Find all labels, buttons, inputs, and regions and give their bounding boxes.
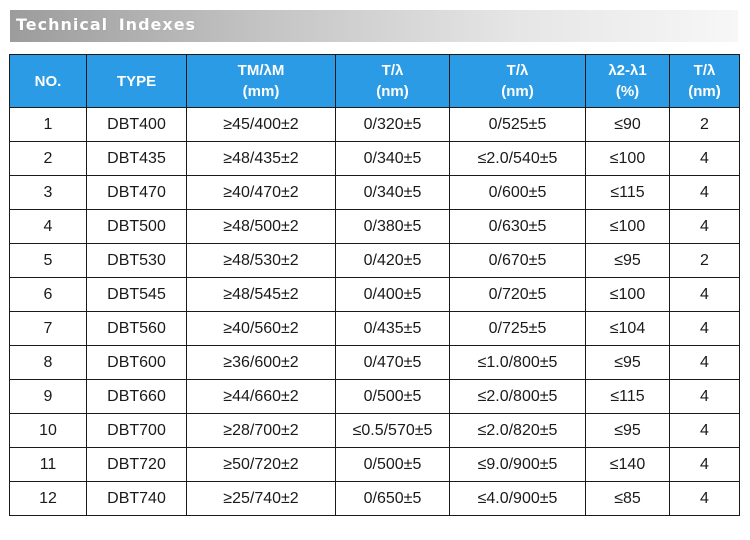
table-cell: DBT700 — [87, 414, 187, 448]
table-row — [10, 482, 740, 516]
table-cell: ≤2.0/540±5 — [450, 142, 586, 176]
table-cell: ≥44/660±2 — [187, 380, 336, 414]
table-cell: 0/500±5 — [336, 448, 450, 482]
table-row — [10, 448, 740, 482]
table-cell: ≥48/530±2 — [187, 244, 336, 278]
table-cell: 0/500±5 — [336, 380, 450, 414]
column-header — [87, 55, 187, 108]
table-cell: ≥48/435±2 — [187, 142, 336, 176]
table-row — [10, 414, 740, 448]
table-cell: ≤100 — [586, 278, 670, 312]
table-cell: 0/420±5 — [336, 244, 450, 278]
table-cell: ≥28/700±2 — [187, 414, 336, 448]
table-cell: ≥48/500±2 — [187, 210, 336, 244]
column-header-label: T/λ — [693, 62, 716, 79]
table-cell: 0/320±5 — [336, 108, 450, 142]
table-cell: DBT500 — [87, 210, 187, 244]
table-cell: ≥40/470±2 — [187, 176, 336, 210]
table-cell: DBT560 — [87, 312, 187, 346]
table-cell: 4 — [670, 176, 740, 210]
table-body — [10, 108, 740, 516]
table-cell: 0/380±5 — [336, 210, 450, 244]
table-cell: 4 — [670, 312, 740, 346]
column-header-label: λ2-λ1 — [608, 62, 647, 79]
column-header-label: T/λ — [506, 62, 529, 79]
table-cell: 1 — [10, 108, 87, 142]
table-cell: 11 — [10, 448, 87, 482]
column-header-unit: (nm) — [501, 83, 534, 100]
column-header — [336, 55, 450, 108]
table-row — [10, 176, 740, 210]
column-header — [586, 55, 670, 108]
column-header-unit: (nm) — [688, 83, 721, 100]
table-cell: ≤0.5/570±5 — [336, 414, 450, 448]
table-cell: 9 — [10, 380, 87, 414]
table-cell: ≤95 — [586, 414, 670, 448]
table-cell: 5 — [10, 244, 87, 278]
column-header — [10, 55, 87, 108]
table-cell: DBT470 — [87, 176, 187, 210]
table-cell: ≤4.0/900±5 — [450, 482, 586, 516]
table-cell: 4 — [670, 210, 740, 244]
table-cell: 0/340±5 — [336, 176, 450, 210]
table-row — [10, 346, 740, 380]
table-cell: ≤115 — [586, 380, 670, 414]
column-header — [450, 55, 586, 108]
table-cell: DBT600 — [87, 346, 187, 380]
table-cell: 4 — [670, 142, 740, 176]
table-row — [10, 108, 740, 142]
table-cell: ≤2.0/800±5 — [450, 380, 586, 414]
table-cell: ≤95 — [586, 346, 670, 380]
table-row — [10, 142, 740, 176]
table-row — [10, 380, 740, 414]
technical-indexes-table — [9, 54, 740, 516]
table-cell: 0/600±5 — [450, 176, 586, 210]
table-cell: 0/670±5 — [450, 244, 586, 278]
table-cell: DBT545 — [87, 278, 187, 312]
table-row — [10, 278, 740, 312]
table-cell: 2 — [670, 108, 740, 142]
table-cell: 4 — [670, 482, 740, 516]
table-cell: ≥45/400±2 — [187, 108, 336, 142]
column-header — [670, 55, 740, 108]
table-row — [10, 312, 740, 346]
column-header-unit: (mm) — [242, 83, 280, 100]
table-cell: 4 — [10, 210, 87, 244]
table-cell: 12 — [10, 482, 87, 516]
column-header-label: T/λ — [381, 62, 404, 79]
table-cell: 2 — [670, 244, 740, 278]
table-cell: 4 — [670, 278, 740, 312]
table-cell: 0/650±5 — [336, 482, 450, 516]
column-header-label: TYPE — [116, 72, 157, 90]
table-cell: 2 — [10, 142, 87, 176]
table-cell: ≥50/720±2 — [187, 448, 336, 482]
table-cell: ≥25/740±2 — [187, 482, 336, 516]
table-cell: 3 — [10, 176, 87, 210]
table-header-row — [10, 55, 740, 108]
table-cell: DBT660 — [87, 380, 187, 414]
table-cell: 4 — [670, 346, 740, 380]
section-title: Technical Indexes — [16, 15, 197, 34]
table-cell: ≤1.0/800±5 — [450, 346, 586, 380]
table-cell: 6 — [10, 278, 87, 312]
table-cell: 7 — [10, 312, 87, 346]
column-header-unit: (%) — [615, 83, 640, 100]
table-cell: ≤104 — [586, 312, 670, 346]
table-cell: 0/630±5 — [450, 210, 586, 244]
table-cell: ≤115 — [586, 176, 670, 210]
table-row — [10, 210, 740, 244]
table-cell: ≥40/560±2 — [187, 312, 336, 346]
table-cell: 10 — [10, 414, 87, 448]
table-cell: 0/525±5 — [450, 108, 586, 142]
table-cell: DBT435 — [87, 142, 187, 176]
table-cell: ≤95 — [586, 244, 670, 278]
table-cell: ≤100 — [586, 142, 670, 176]
table-cell: 0/340±5 — [336, 142, 450, 176]
table-cell: DBT400 — [87, 108, 187, 142]
table-cell: ≤90 — [586, 108, 670, 142]
table-cell: 0/470±5 — [336, 346, 450, 380]
column-header-label: NO. — [34, 72, 62, 90]
table-cell: ≥48/545±2 — [187, 278, 336, 312]
table-cell: 0/435±5 — [336, 312, 450, 346]
table-cell: ≤2.0/820±5 — [450, 414, 586, 448]
table-row — [10, 244, 740, 278]
table-cell: ≥36/600±2 — [187, 346, 336, 380]
table-cell: 4 — [670, 380, 740, 414]
table-cell: 0/720±5 — [450, 278, 586, 312]
table-cell: DBT740 — [87, 482, 187, 516]
table-cell: ≤85 — [586, 482, 670, 516]
table-cell: ≤9.0/900±5 — [450, 448, 586, 482]
table-cell: 4 — [670, 448, 740, 482]
table-cell: 0/725±5 — [450, 312, 586, 346]
table-cell: ≤140 — [586, 448, 670, 482]
section-title-bar — [10, 10, 738, 42]
column-header-unit: (nm) — [376, 83, 409, 100]
table-header — [10, 55, 740, 108]
table-cell: ≤100 — [586, 210, 670, 244]
table-cell: DBT530 — [87, 244, 187, 278]
table-cell: 0/400±5 — [336, 278, 450, 312]
table-cell: 8 — [10, 346, 87, 380]
table-cell: DBT720 — [87, 448, 187, 482]
column-header-label: TM/λM — [237, 62, 285, 79]
column-header — [187, 55, 336, 108]
table-cell: 4 — [670, 414, 740, 448]
